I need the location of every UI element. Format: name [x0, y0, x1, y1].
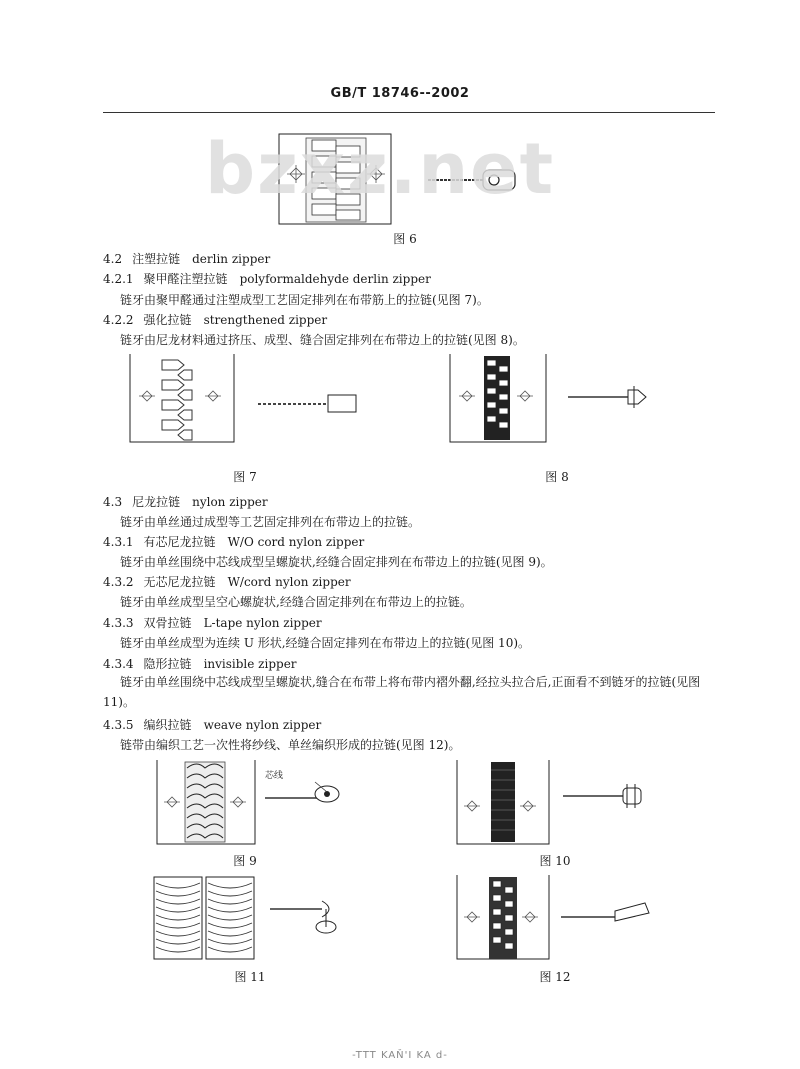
page-footer: -TTT KAŇ'I KA d-: [352, 1050, 448, 1061]
section-4-2-1-text: 链牙由聚甲醛通过注塑成型工艺固定排列在布带筋上的拉链(见图 7)。: [120, 293, 489, 307]
figure-6-caption: 图 6: [393, 232, 417, 246]
header-rule: [103, 112, 715, 113]
figure-9-label: 芯线: [265, 771, 284, 781]
figure-11: [152, 873, 352, 963]
section-4-3-2-text: 链牙由单丝成型呈空心螺旋状,经缝合固定排列在布带边上的拉链。: [120, 595, 472, 609]
figure-8: [448, 352, 668, 447]
section-4-3-5: 4.3.5 编织拉链 weave nylon zipper: [103, 718, 322, 732]
section-4-3: 4.3 尼龙拉链 nylon zipper: [103, 495, 268, 509]
section-4-3-4-text: 链牙由单丝围绕中芯线成型呈螺旋状,缝合在布带上将布带内褶外翻,经拉头拉合后,正面看不到链牙的拉链(见图 11)。: [103, 675, 701, 709]
section-4-2-2: 4.2.2 强化拉链 strengthened zipper: [103, 313, 328, 327]
figure-11-caption: 图 11: [234, 970, 266, 984]
figure-8-caption: 图 8: [545, 470, 569, 484]
figure-7: [128, 352, 373, 447]
figure-10-caption: 图 10: [539, 854, 571, 868]
section-4-3-2: 4.3.2 无芯尼龙拉链 W/cord nylon zipper: [103, 575, 351, 589]
section-4-3-1: 4.3.1 有芯尼龙拉链 W/O cord nylon zipper: [103, 535, 365, 549]
section-4-3-1-text: 链牙由单丝围绕中芯线成型呈螺旋状,经缝合固定排列在布带边上的拉链(见图 9)。: [120, 555, 553, 569]
section-4-2-1: 4.2.1 聚甲醛注塑拉链 polyformaldehyde derlin zipper: [103, 272, 431, 286]
section-4-3-4: 4.3.4 隐形拉链 invisible zipper: [103, 657, 297, 671]
figure-9-caption: 图 9: [233, 854, 257, 868]
section-4-3-3-text: 链牙由单丝成型为连续 U 形状,经缝合固定排列在布带边上的拉链(见图 10)。: [120, 636, 531, 650]
figure-10: [455, 758, 665, 848]
section-4-2-2-text: 链牙由尼龙材料通过挤压、成型、缝合固定排列在布带边上的拉链(见图 8)。: [120, 333, 525, 347]
section-4-3-text: 链牙由单丝通过成型等工艺固定排列在布带边上的拉链。: [120, 515, 421, 529]
section-4-3-3: 4.3.3 双骨拉链 L-tape nylon zipper: [103, 616, 322, 630]
figure-12: [455, 873, 665, 963]
page-header: GB/T 18746--2002: [330, 86, 470, 101]
watermark: bzxz.net: [205, 128, 556, 210]
figure-7-caption: 图 7: [233, 470, 257, 484]
section-4-2: 4.2 注塑拉链 derlin zipper: [103, 252, 271, 266]
figure-12-caption: 图 12: [539, 970, 571, 984]
figure-9: [155, 758, 355, 848]
section-4-3-5-text: 链带由编织工艺一次性将纱线、单丝编织形成的拉链(见图 12)。: [120, 738, 461, 752]
